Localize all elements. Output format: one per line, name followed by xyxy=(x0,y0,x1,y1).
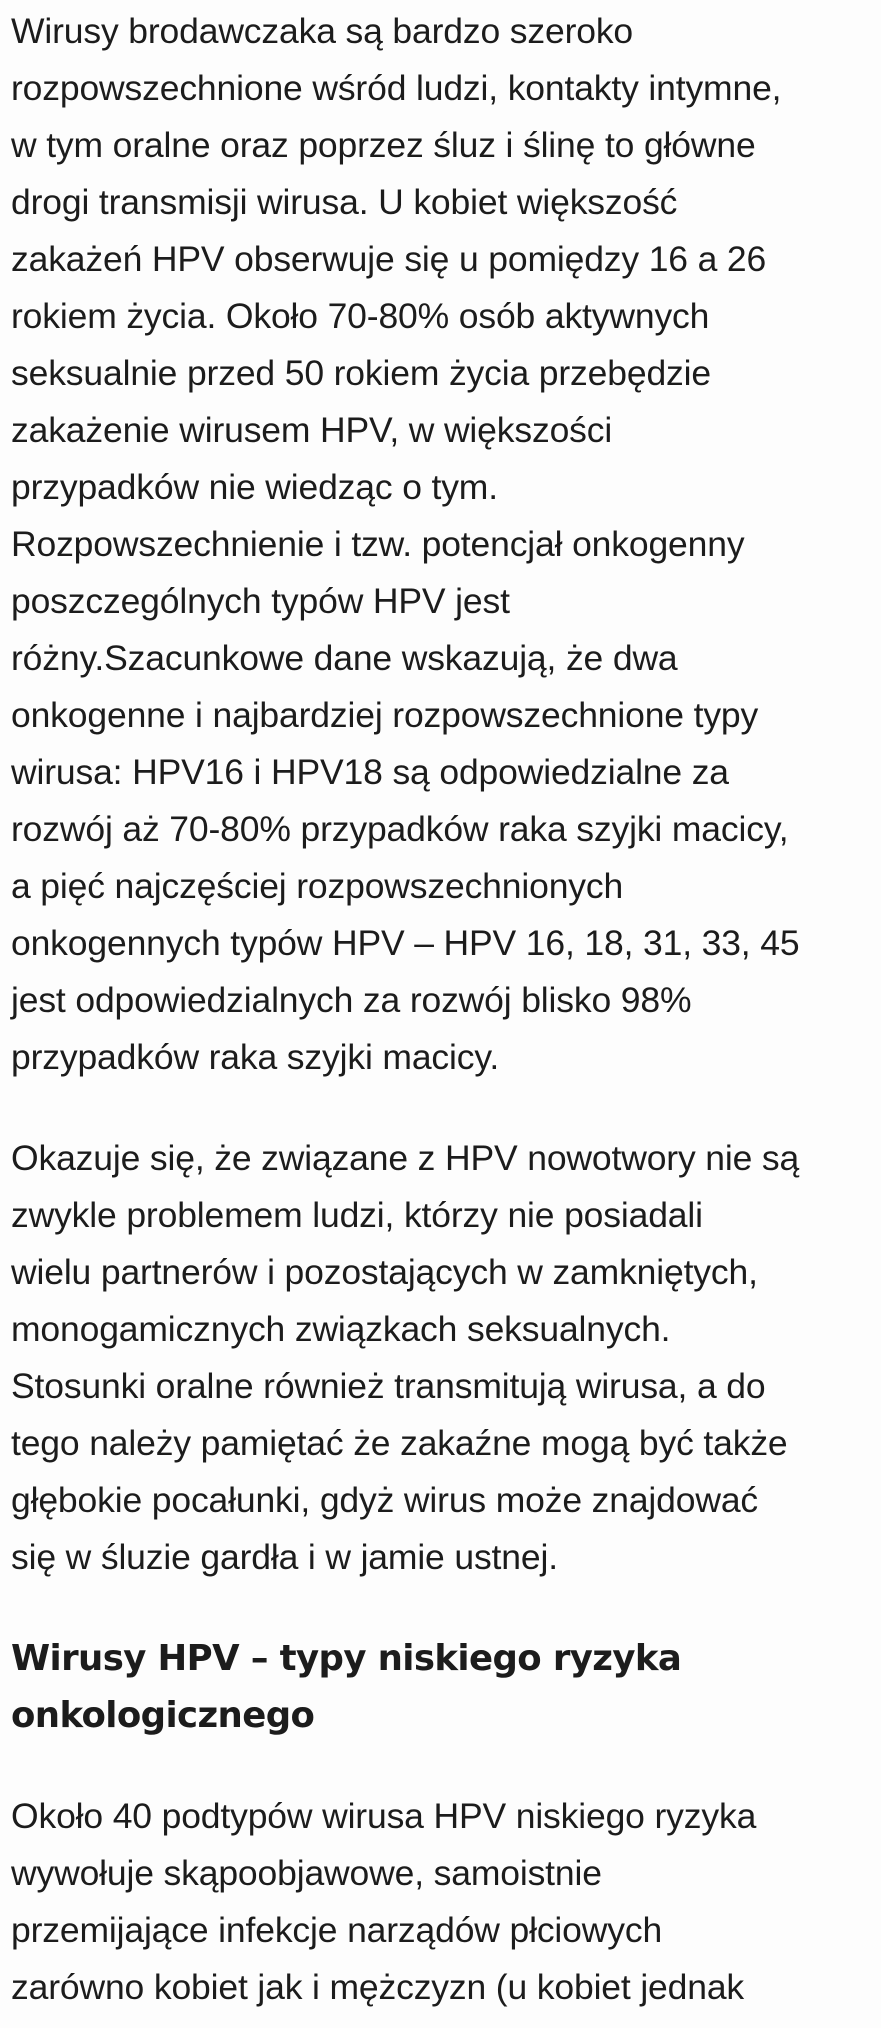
text-line: a pięć najczęściej rozpowszechnionych xyxy=(11,866,624,906)
text-line: zarówno kobiet jak i mężczyzn (u kobiet jednak xyxy=(11,1967,745,2007)
text-line: zwykle problemem ludzi, którzy nie posiadali xyxy=(11,1195,703,1235)
heading-line: onkologicznego xyxy=(11,1695,315,1736)
article-body xyxy=(11,0,876,2016)
text-line: głębokie pocałunki, gdyż wirus może znajdować xyxy=(11,1480,759,1520)
text-line: onkogenne i najbardziej rozpowszechnione typy xyxy=(11,695,759,735)
text-line: różny.Szacunkowe dane wskazują, że dwa xyxy=(11,638,678,678)
text-line: przypadków raka szyjki macicy. xyxy=(11,1037,500,1077)
text-line: zakażeń HPV obserwuje się u pomiędzy 16 a 26 xyxy=(11,239,767,279)
text-line: Około 40 podtypów wirusa HPV niskiego ryzyka xyxy=(11,1796,757,1836)
text-line: wielu partnerów i pozostających w zamkniętych, xyxy=(11,1252,758,1292)
text-line: Stosunki oralne również transmitują wirusa, a do xyxy=(11,1366,766,1406)
text-line: wirusa: HPV16 i HPV18 są odpowiedzialne za xyxy=(11,752,729,792)
text-line: jest odpowiedzialnych za rozwój blisko 98% xyxy=(11,980,692,1020)
text-line: Wirusy brodawczaka są bardzo szeroko xyxy=(11,11,634,51)
text-line: poszczególnych typów HPV jest xyxy=(11,581,510,621)
text-line: rozwój aż 70-80% przypadków raka szyjki macicy, xyxy=(11,809,789,849)
text-line: przypadków nie wiedząc o tym. xyxy=(11,467,498,507)
text-line: onkogennych typów HPV – HPV 16, 18, 31, 33, 45 xyxy=(11,923,800,963)
text-line: rokiem życia. Około 70-80% osób aktywnych xyxy=(11,296,710,336)
text-line: w tym oralne oraz poprzez śluz i ślinę to główne xyxy=(11,125,756,165)
text-line: Rozpowszechnienie i tzw. potencjał onkogenny xyxy=(11,524,745,564)
text-line: rozpowszechnione wśród ludzi, kontakty intymne, xyxy=(11,68,782,108)
text-line: zakażenie wirusem HPV, w większości xyxy=(11,410,613,450)
text-line: wywołuje skąpoobjawowe, samoistnie xyxy=(11,1853,602,1893)
article-paragraph xyxy=(11,1788,876,2016)
text-line: monogamicznych związkach seksualnych. xyxy=(11,1309,671,1349)
text-line: tego należy pamiętać że zakaźne mogą być także xyxy=(11,1423,788,1463)
text-line: drogi transmisji wirusa. U kobiet większość xyxy=(11,182,678,222)
text-line: seksualnie przed 50 rokiem życia przebędzie xyxy=(11,353,711,393)
text-line: się w śluzie gardła i w jamie ustnej. xyxy=(11,1537,558,1577)
article-paragraph xyxy=(11,1130,876,1586)
text-line: Okazuje się, że związane z HPV nowotwory nie są xyxy=(11,1138,800,1178)
section-heading xyxy=(11,1630,876,1744)
article-paragraph xyxy=(11,3,876,1086)
heading-line: Wirusy HPV – typy niskiego ryzyka xyxy=(11,1638,682,1679)
text-line: przemijające infekcje narządów płciowych xyxy=(11,1910,663,1950)
